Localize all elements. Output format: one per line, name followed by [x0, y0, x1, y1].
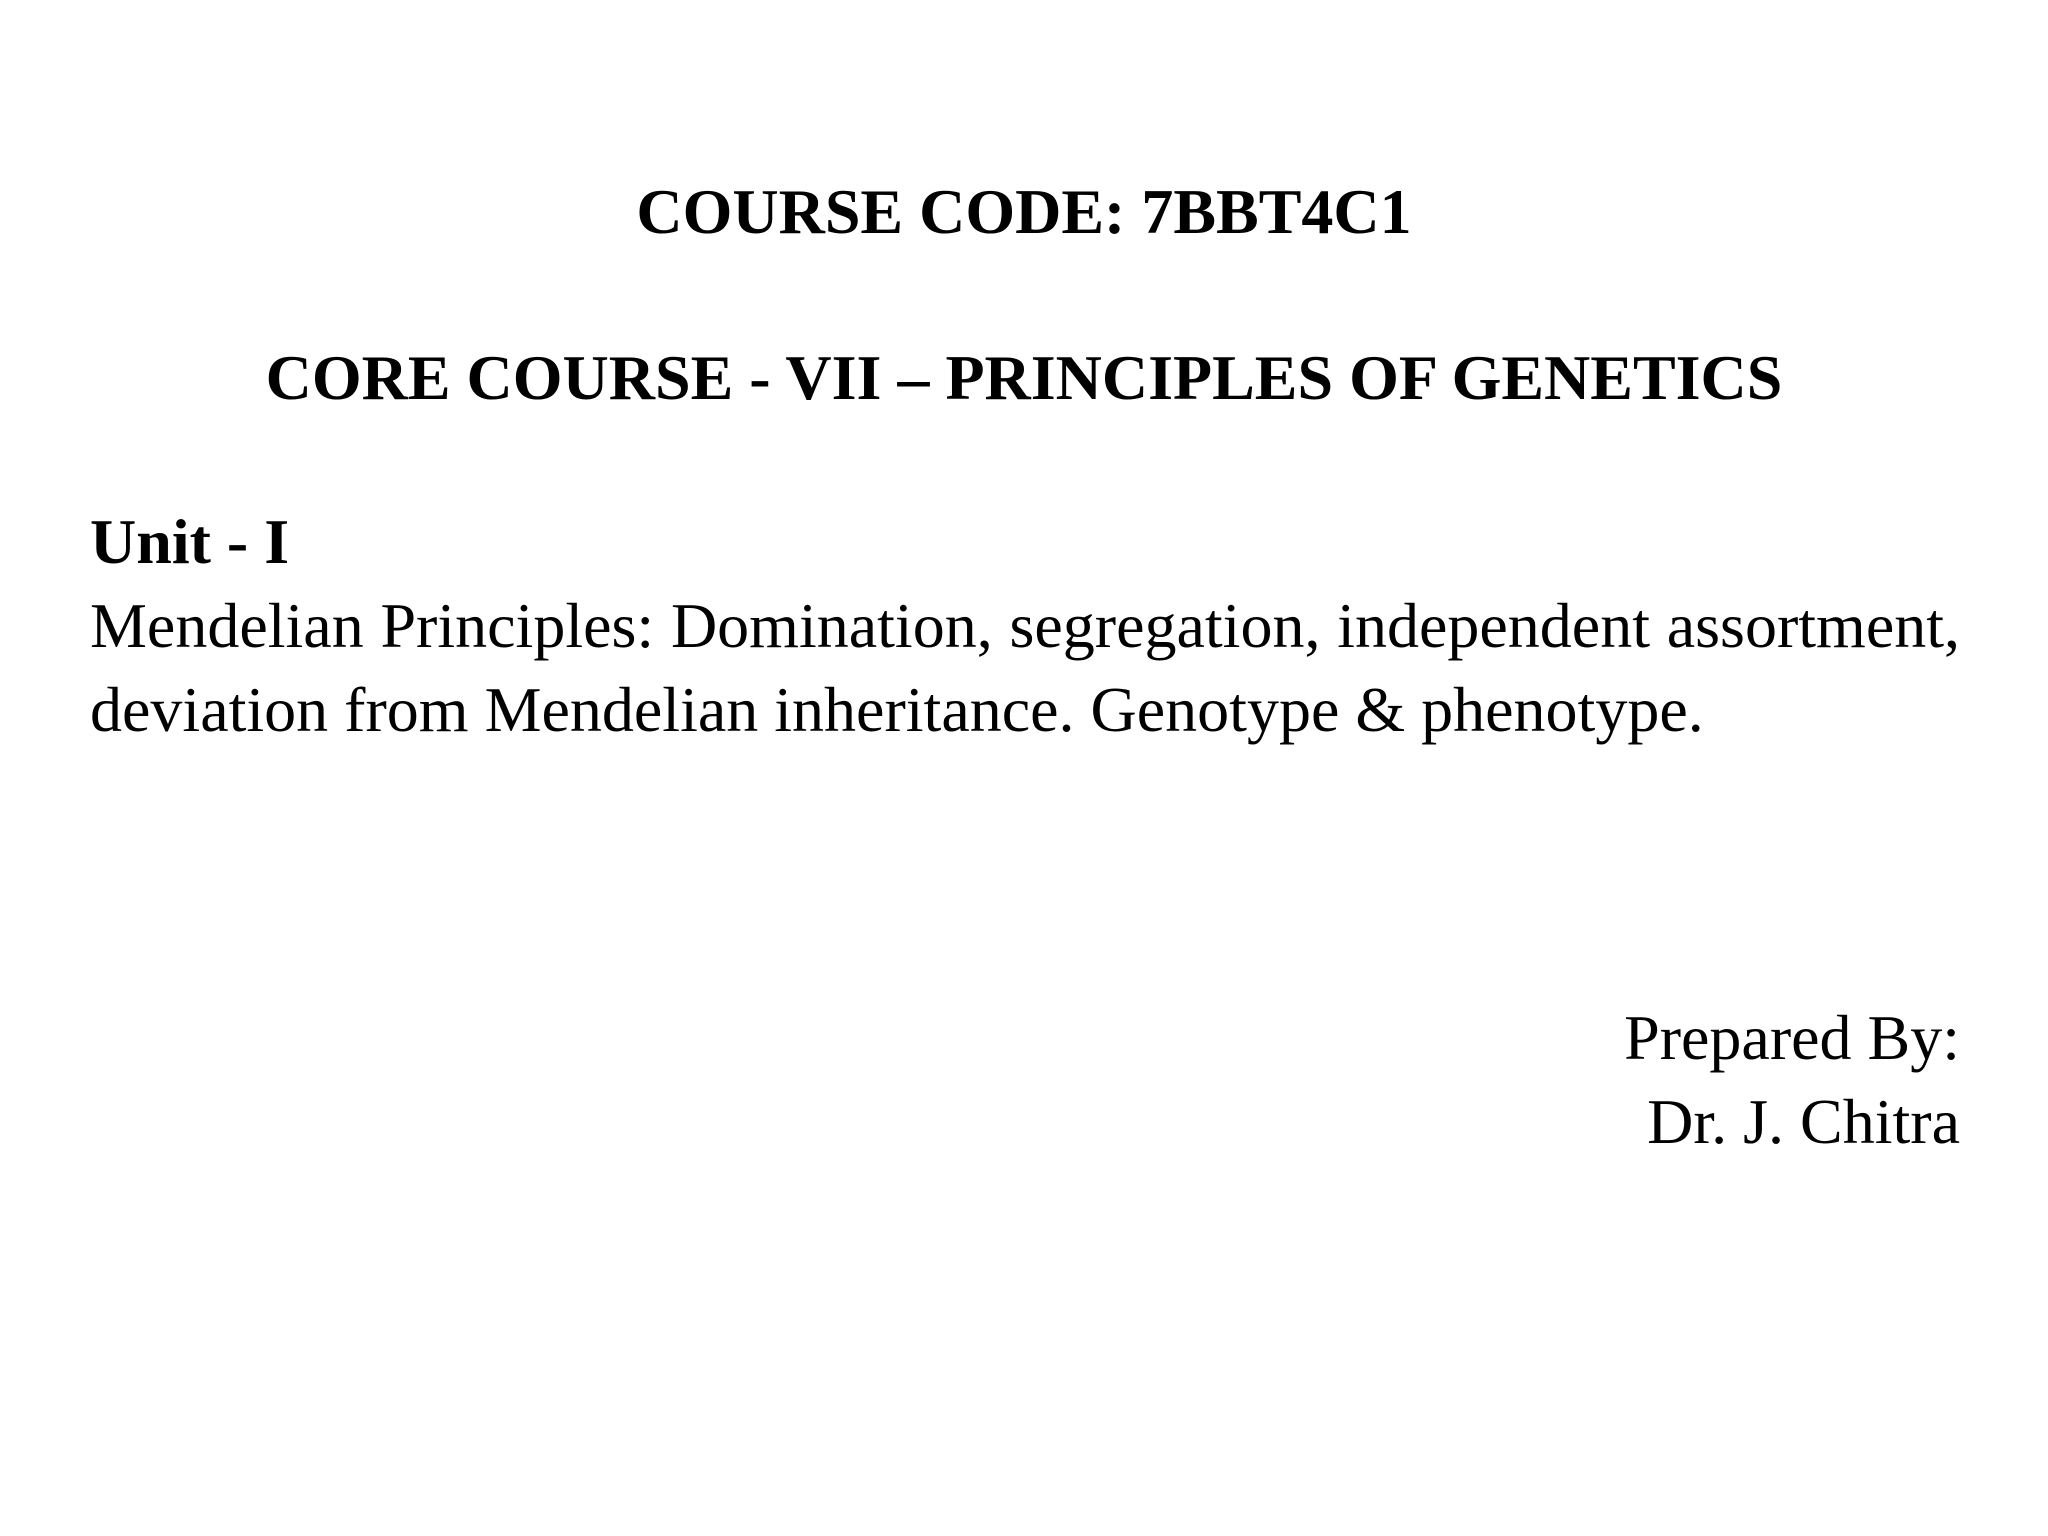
unit-heading: Unit - I: [90, 506, 290, 577]
author-name: Dr. J. Chitra: [1647, 1086, 1960, 1157]
prepared-by-label: Prepared By:: [1624, 1002, 1960, 1073]
course-title-heading: CORE COURSE - VII – PRINCIPLES OF GENETICS: [265, 342, 1783, 413]
course-code-heading: COURSE CODE: 7BBT4C1: [636, 176, 1412, 247]
unit-description: Mendelian Principles: Domination, segregation, independent assortment, deviation from Mendelian inheritance. Genotype & phenotype.: [90, 590, 1960, 745]
